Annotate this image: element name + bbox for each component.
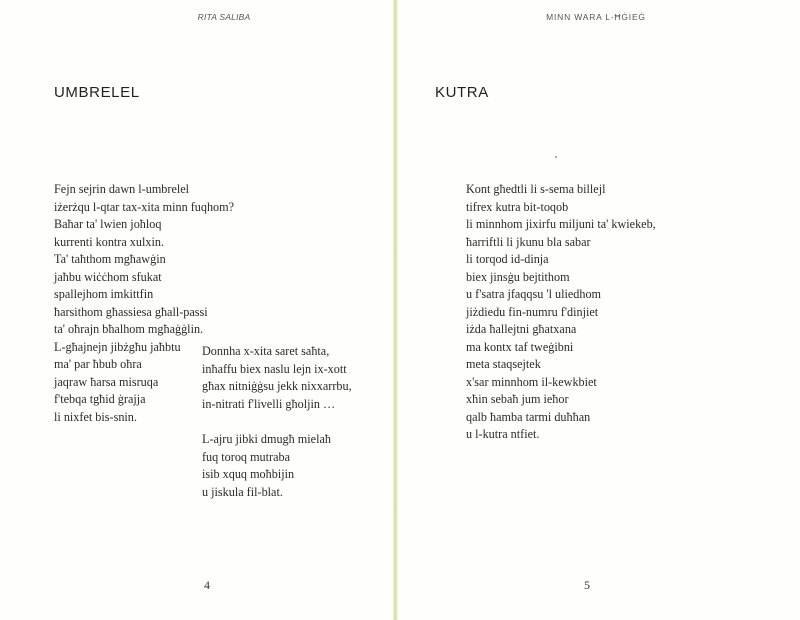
verse-line: xħin sebaħ jum ieħor bbox=[466, 392, 569, 406]
verse-line: tifrex kutra bit-toqob bbox=[466, 199, 569, 214]
verse-line: kurrenti kontra xulxin. bbox=[54, 234, 165, 249]
verse-line: jiżdiedu fin-numru f'dinjiet bbox=[466, 304, 599, 319]
stanza-1 bbox=[466, 181, 656, 444]
verse-line: isib xquq moħbijin bbox=[202, 467, 295, 481]
verse-line: Baħar ta' lwien joħloq bbox=[54, 217, 162, 231]
verse-line: meta staqsejtek bbox=[466, 357, 541, 371]
verse-line: L-għajnejn jibżgħu jaħbtu bbox=[54, 339, 181, 354]
verse-line: qalb ħamba tarmi duħħan bbox=[466, 409, 591, 424]
verse-line: ħarriftli li jkunu bla sabar bbox=[466, 234, 591, 249]
poem-title: KUTRA bbox=[435, 84, 489, 101]
verse-line: ma kontx taf tweġibni bbox=[466, 339, 574, 354]
verse-line: jaħbu wiċċhom sfukat bbox=[54, 269, 162, 284]
verse-line: jaqraw ħarsa misruqa bbox=[54, 374, 159, 389]
verse-line: L-ajru jibki dmugħ mielaħ bbox=[202, 432, 331, 446]
running-head-book-title: MINN WARA L-ĦĠIEĠ bbox=[546, 12, 646, 22]
page-number: 5 bbox=[584, 578, 590, 592]
verse-line: Ta' taħthom mgħawġin bbox=[54, 252, 166, 266]
right-page bbox=[398, 0, 800, 620]
verse-line: u l-kutra ntfiet. bbox=[466, 427, 540, 441]
page-number: 4 bbox=[204, 578, 210, 592]
verse-line: inħaffu biex naslu lejn ix-xott bbox=[202, 361, 347, 376]
verse-line: li minnhom jixirfu miljuni ta' kwiekeb, bbox=[466, 217, 656, 231]
left-page bbox=[0, 0, 394, 620]
verse-line: għax nitniġġsu jekk nixxarrbu, bbox=[202, 379, 352, 393]
verse-line: iżerżqu l-qtar tax-xita minn fuqhom? bbox=[54, 199, 235, 214]
verse-line: u f'satra jfaqqsu 'l uliedhom bbox=[466, 287, 602, 301]
paper-speck bbox=[555, 156, 557, 158]
verse-line: biex jinsġu bejtithom bbox=[466, 269, 570, 284]
verse-line: Donnha x-xita saret saħta, bbox=[202, 344, 330, 358]
verse-line: Kont għedtli li s-sema billejl bbox=[466, 182, 606, 196]
verse-line: iżda ħallejtni għatxana bbox=[466, 322, 577, 336]
verse-line: ma' par ħbub oħra bbox=[54, 357, 142, 371]
verse-line: li torqod id-dinja bbox=[466, 252, 549, 266]
verse-line: fuq toroq mutraba bbox=[202, 449, 290, 464]
stanza-2 bbox=[202, 343, 352, 413]
verse-line: Fejn sejrin dawn l-umbrelel bbox=[54, 182, 190, 196]
poem-title: UMBRELEL bbox=[54, 84, 140, 101]
stanza-3 bbox=[202, 431, 331, 501]
verse-line: ta' oħrajn bħalhom mgħaġġlin. bbox=[54, 322, 204, 336]
verse-line: x'sar minnhom il-kewkbiet bbox=[466, 374, 597, 389]
running-head-author: RITA SALIBA bbox=[197, 12, 251, 22]
verse-line: f'tebqa tgħid ġrajja bbox=[54, 392, 146, 406]
verse-line: ħarsithom għassiesa għall-passi bbox=[54, 304, 208, 319]
verse-line: in-nitrati f'livelli għoljin … bbox=[202, 396, 336, 411]
verse-line: spallejhom imkittfin bbox=[54, 287, 154, 301]
verse-line: li nixfet bis-snin. bbox=[54, 409, 137, 424]
verse-line: u jiskula fil-blat. bbox=[202, 484, 283, 499]
